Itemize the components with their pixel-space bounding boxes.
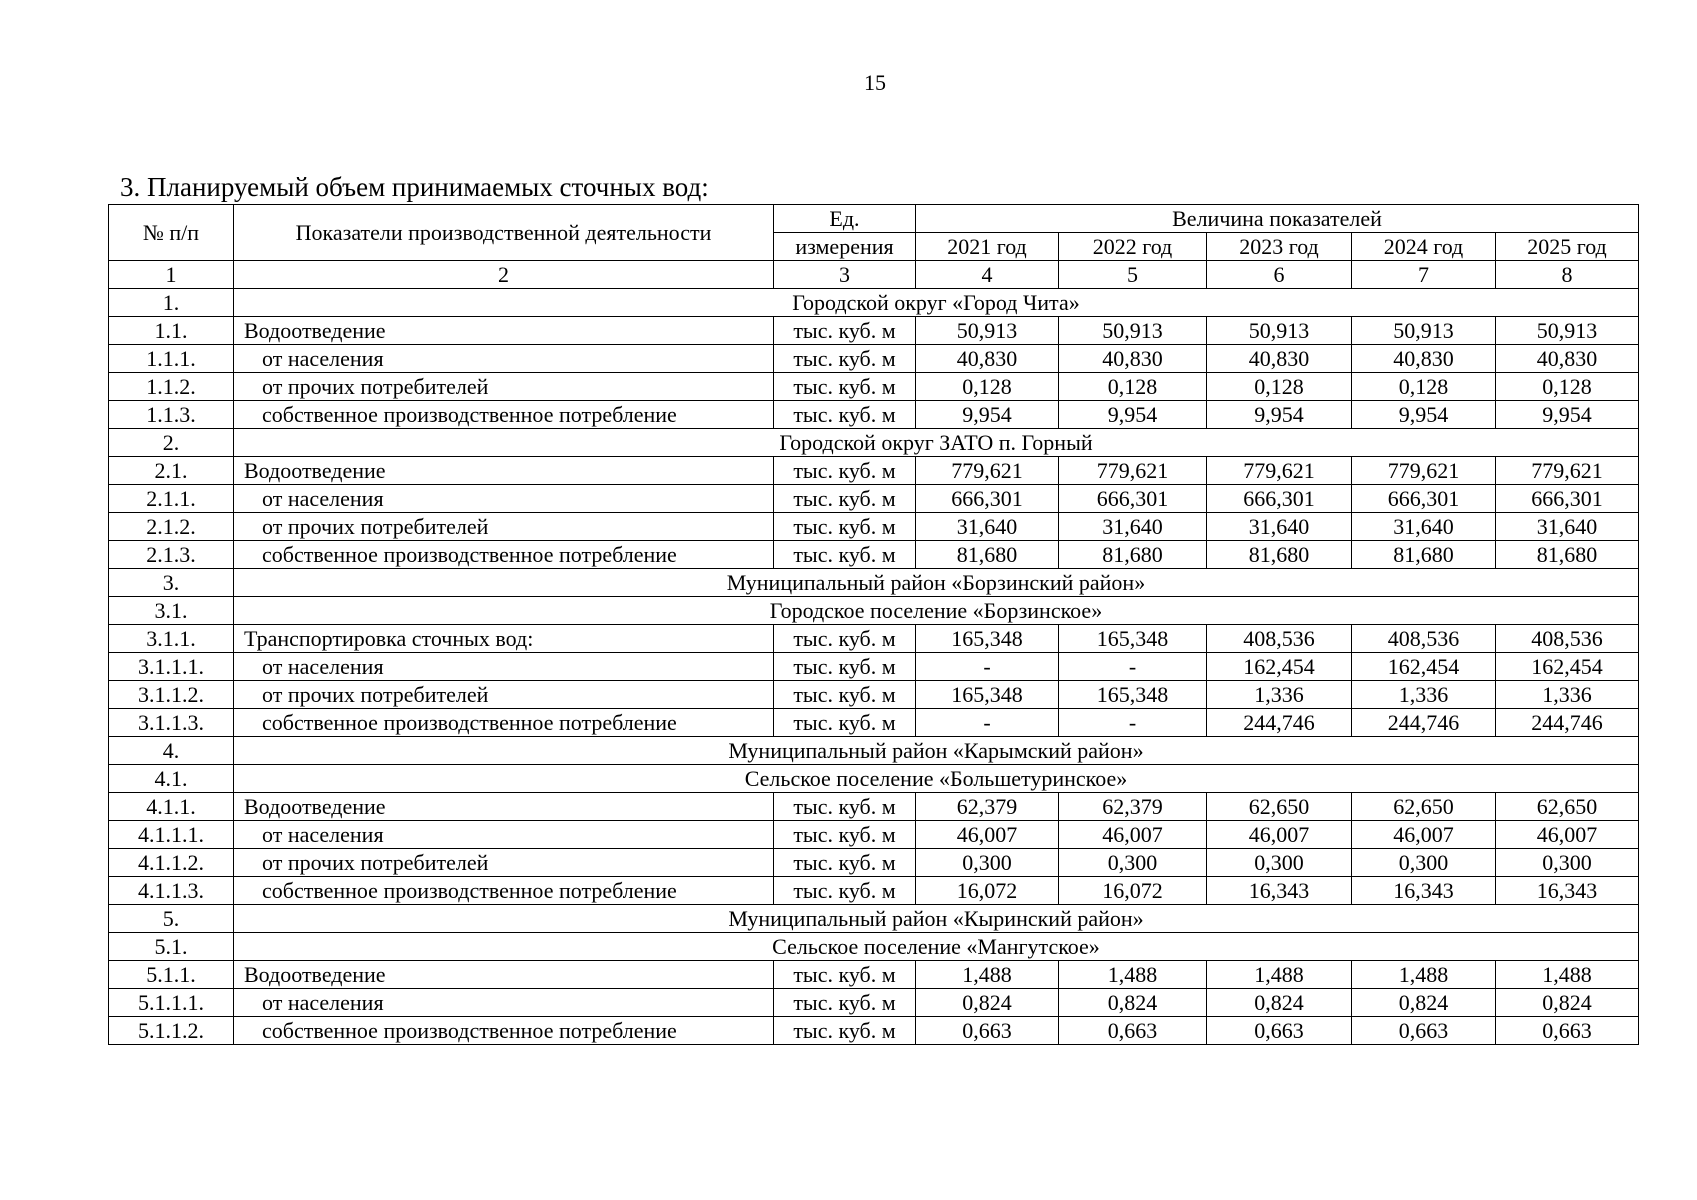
value-cell: 0,128 [1352, 373, 1496, 401]
header-indicator: Показатели производственной деятельности [234, 205, 774, 261]
section-row [109, 933, 1639, 961]
value-cell: 40,830 [916, 345, 1059, 373]
value-cell: 165,348 [1059, 681, 1207, 709]
indicator-label: собственное производственное потребление [234, 709, 774, 737]
section-title: 3. Планируемый объем принимаемых сточных вод: [120, 172, 709, 202]
indicator-label: Водоотведение [234, 317, 774, 345]
header-unit-line1: Ед. [774, 205, 916, 233]
table-row [109, 653, 1639, 681]
value-cell: 40,830 [1496, 345, 1639, 373]
row-number: 3.1. [109, 597, 234, 625]
value-cell: 1,488 [1207, 961, 1352, 989]
section-title-cell: Городское поселение «Борзинское» [234, 597, 1639, 625]
value-cell: 666,301 [1352, 485, 1496, 513]
value-cell: 50,913 [1352, 317, 1496, 345]
value-cell: 46,007 [1352, 821, 1496, 849]
value-cell: 165,348 [1059, 625, 1207, 653]
section-title-cell: Городской округ ЗАТО п. Горный [234, 429, 1639, 457]
index-cell: 8 [1496, 261, 1639, 289]
value-cell: 1,336 [1207, 681, 1352, 709]
value-cell: 0,300 [1059, 849, 1207, 877]
value-cell: 165,348 [916, 625, 1059, 653]
value-cell: 81,680 [1207, 541, 1352, 569]
section-row [109, 597, 1639, 625]
header-unit-line2: измерения [774, 233, 916, 261]
value-cell: 50,913 [916, 317, 1059, 345]
unit-cell: тыс. куб. м [774, 793, 916, 821]
value-cell: 9,954 [1059, 401, 1207, 429]
unit-cell: тыс. куб. м [774, 317, 916, 345]
value-cell: - [916, 653, 1059, 681]
table-row [109, 709, 1639, 737]
indicator-label: от прочих потребителей [234, 373, 774, 401]
indicator-label: от прочих потребителей [234, 681, 774, 709]
value-cell: 0,663 [1059, 1017, 1207, 1045]
value-cell: 50,913 [1059, 317, 1207, 345]
value-cell: 779,621 [1207, 457, 1352, 485]
row-number: 2. [109, 429, 234, 457]
indicator-label: от населения [234, 345, 774, 373]
value-cell: 0,128 [1496, 373, 1639, 401]
row-number: 4.1.1.2. [109, 849, 234, 877]
value-cell: 31,640 [1207, 513, 1352, 541]
row-number: 1.1. [109, 317, 234, 345]
value-cell: 1,488 [1352, 961, 1496, 989]
row-number: 4.1.1.3. [109, 877, 234, 905]
index-cell: 6 [1207, 261, 1352, 289]
header-index-row [109, 261, 1639, 289]
value-cell: 666,301 [1496, 485, 1639, 513]
row-number: 5. [109, 905, 234, 933]
row-number: 3.1.1.3. [109, 709, 234, 737]
header-row-1 [109, 205, 1639, 233]
value-cell: 1,488 [916, 961, 1059, 989]
table-row [109, 989, 1639, 1017]
unit-cell: тыс. куб. м [774, 541, 916, 569]
header-year-2025: 2025 год [1496, 233, 1639, 261]
value-cell: 31,640 [1059, 513, 1207, 541]
row-number: 5.1.1. [109, 961, 234, 989]
row-number: 4.1.1. [109, 793, 234, 821]
value-cell: 408,536 [1352, 625, 1496, 653]
value-cell: 81,680 [1059, 541, 1207, 569]
row-number: 2.1.2. [109, 513, 234, 541]
indicator-label: от населения [234, 485, 774, 513]
indicator-label: от прочих потребителей [234, 513, 774, 541]
value-cell: 9,954 [1496, 401, 1639, 429]
value-cell: 0,663 [1496, 1017, 1639, 1045]
index-cell: 4 [916, 261, 1059, 289]
header-values-group: Величина показателей [916, 205, 1639, 233]
section-row [109, 289, 1639, 317]
unit-cell: тыс. куб. м [774, 373, 916, 401]
row-number: 1.1.3. [109, 401, 234, 429]
indicator-label: собственное производственное потребление [234, 541, 774, 569]
row-number: 1.1.1. [109, 345, 234, 373]
row-number: 3.1.1. [109, 625, 234, 653]
table-row [109, 821, 1639, 849]
value-cell: 40,830 [1207, 345, 1352, 373]
table-row [109, 1017, 1639, 1045]
value-cell: 16,072 [1059, 877, 1207, 905]
table-row [109, 373, 1639, 401]
value-cell: 16,343 [1496, 877, 1639, 905]
table-row [109, 625, 1639, 653]
unit-cell: тыс. куб. м [774, 457, 916, 485]
value-cell: 62,379 [1059, 793, 1207, 821]
value-cell: 46,007 [1496, 821, 1639, 849]
header-year-2024: 2024 год [1352, 233, 1496, 261]
unit-cell: тыс. куб. м [774, 961, 916, 989]
value-cell: 40,830 [1059, 345, 1207, 373]
index-cell: 3 [774, 261, 916, 289]
value-cell: 0,300 [1352, 849, 1496, 877]
unit-cell: тыс. куб. м [774, 1017, 916, 1045]
section-row [109, 737, 1639, 765]
table-row [109, 317, 1639, 345]
unit-cell: тыс. куб. м [774, 821, 916, 849]
table-row [109, 849, 1639, 877]
table-row [109, 541, 1639, 569]
value-cell: 779,621 [916, 457, 1059, 485]
table-body [109, 289, 1639, 1045]
row-number: 3.1.1.2. [109, 681, 234, 709]
row-number: 3.1.1.1. [109, 653, 234, 681]
header-year-2022: 2022 год [1059, 233, 1207, 261]
section-row [109, 765, 1639, 793]
value-cell: 31,640 [1352, 513, 1496, 541]
row-number: 4.1. [109, 765, 234, 793]
value-cell: 50,913 [1496, 317, 1639, 345]
value-cell: 31,640 [1496, 513, 1639, 541]
section-row [109, 429, 1639, 457]
row-number: 1. [109, 289, 234, 317]
value-cell: 16,343 [1352, 877, 1496, 905]
value-cell: 0,128 [1059, 373, 1207, 401]
value-cell: 666,301 [1207, 485, 1352, 513]
indicator-label: собственное производственное потребление [234, 1017, 774, 1045]
value-cell: 0,824 [1352, 989, 1496, 1017]
section-row [109, 569, 1639, 597]
section-title-cell: Муниципальный район «Борзинский район» [234, 569, 1639, 597]
unit-cell: тыс. куб. м [774, 849, 916, 877]
value-cell: 9,954 [916, 401, 1059, 429]
value-cell: 0,300 [1496, 849, 1639, 877]
table-row [109, 681, 1639, 709]
value-cell: 0,300 [1207, 849, 1352, 877]
index-cell: 1 [109, 261, 234, 289]
unit-cell: тыс. куб. м [774, 989, 916, 1017]
value-cell: 1,336 [1352, 681, 1496, 709]
value-cell: 779,621 [1352, 457, 1496, 485]
value-cell: 81,680 [916, 541, 1059, 569]
table-row [109, 793, 1639, 821]
value-cell: 50,913 [1207, 317, 1352, 345]
header-year-2023: 2023 год [1207, 233, 1352, 261]
value-cell: 46,007 [916, 821, 1059, 849]
value-cell: 0,824 [1059, 989, 1207, 1017]
value-cell: 46,007 [1059, 821, 1207, 849]
table-row [109, 961, 1639, 989]
section-title-cell: Сельское поселение «Большетуринское» [234, 765, 1639, 793]
index-cell: 7 [1352, 261, 1496, 289]
value-cell: 779,621 [1496, 457, 1639, 485]
value-cell: 0,824 [1207, 989, 1352, 1017]
value-cell: - [916, 709, 1059, 737]
value-cell: - [1059, 653, 1207, 681]
value-cell: 666,301 [916, 485, 1059, 513]
value-cell: 408,536 [1496, 625, 1639, 653]
value-cell: 408,536 [1207, 625, 1352, 653]
row-number: 1.1.2. [109, 373, 234, 401]
value-cell: 244,746 [1352, 709, 1496, 737]
indicator-label: от населения [234, 821, 774, 849]
row-number: 4. [109, 737, 234, 765]
header-num: № п/п [109, 205, 234, 261]
unit-cell: тыс. куб. м [774, 877, 916, 905]
indicator-label: от прочих потребителей [234, 849, 774, 877]
wastewater-table [108, 204, 1639, 1045]
row-number: 3. [109, 569, 234, 597]
section-row [109, 905, 1639, 933]
section-title-cell: Сельское поселение «Мангутское» [234, 933, 1639, 961]
page-number: 15 [864, 70, 886, 95]
value-cell: 62,650 [1352, 793, 1496, 821]
header-year-2021: 2021 год [916, 233, 1059, 261]
row-number: 5.1. [109, 933, 234, 961]
value-cell: 162,454 [1496, 653, 1639, 681]
value-cell: 0,128 [1207, 373, 1352, 401]
value-cell: 666,301 [1059, 485, 1207, 513]
value-cell: 9,954 [1207, 401, 1352, 429]
value-cell: 162,454 [1207, 653, 1352, 681]
unit-cell: тыс. куб. м [774, 625, 916, 653]
value-cell: 0,663 [1207, 1017, 1352, 1045]
index-cell: 5 [1059, 261, 1207, 289]
unit-cell: тыс. куб. м [774, 709, 916, 737]
table-row [109, 513, 1639, 541]
table-row [109, 401, 1639, 429]
value-cell: 0,824 [916, 989, 1059, 1017]
value-cell: 165,348 [916, 681, 1059, 709]
value-cell: 81,680 [1496, 541, 1639, 569]
row-number: 5.1.1.2. [109, 1017, 234, 1045]
table-row [109, 485, 1639, 513]
value-cell: 0,663 [1352, 1017, 1496, 1045]
unit-cell: тыс. куб. м [774, 345, 916, 373]
value-cell: 62,650 [1207, 793, 1352, 821]
value-cell: 244,746 [1496, 709, 1639, 737]
value-cell: 0,824 [1496, 989, 1639, 1017]
indicator-label: от населения [234, 989, 774, 1017]
table-row [109, 457, 1639, 485]
table-row [109, 345, 1639, 373]
indicator-label: Водоотведение [234, 961, 774, 989]
indicator-label: Транспортировка сточных вод: [234, 625, 774, 653]
value-cell: 1,336 [1496, 681, 1639, 709]
indicator-label: Водоотведение [234, 457, 774, 485]
row-number: 2.1.3. [109, 541, 234, 569]
value-cell: - [1059, 709, 1207, 737]
value-cell: 0,128 [916, 373, 1059, 401]
row-number: 4.1.1.1. [109, 821, 234, 849]
indicator-label: Водоотведение [234, 793, 774, 821]
value-cell: 0,300 [916, 849, 1059, 877]
value-cell: 16,072 [916, 877, 1059, 905]
value-cell: 779,621 [1059, 457, 1207, 485]
value-cell: 31,640 [916, 513, 1059, 541]
value-cell: 162,454 [1352, 653, 1496, 681]
section-title-cell: Муниципальный район «Кыринский район» [234, 905, 1639, 933]
value-cell: 40,830 [1352, 345, 1496, 373]
row-number: 2.1.1. [109, 485, 234, 513]
value-cell: 81,680 [1352, 541, 1496, 569]
value-cell: 9,954 [1352, 401, 1496, 429]
value-cell: 0,663 [916, 1017, 1059, 1045]
indicator-label: собственное производственное потребление [234, 401, 774, 429]
value-cell: 244,746 [1207, 709, 1352, 737]
index-cell: 2 [234, 261, 774, 289]
value-cell: 16,343 [1207, 877, 1352, 905]
value-cell: 1,488 [1059, 961, 1207, 989]
value-cell: 62,650 [1496, 793, 1639, 821]
row-number: 5.1.1.1. [109, 989, 234, 1017]
value-cell: 46,007 [1207, 821, 1352, 849]
indicator-label: от населения [234, 653, 774, 681]
unit-cell: тыс. куб. м [774, 401, 916, 429]
value-cell: 62,379 [916, 793, 1059, 821]
section-title-cell: Муниципальный район «Карымский район» [234, 737, 1639, 765]
unit-cell: тыс. куб. м [774, 485, 916, 513]
table-row [109, 877, 1639, 905]
unit-cell: тыс. куб. м [774, 513, 916, 541]
row-number: 2.1. [109, 457, 234, 485]
indicator-label: собственное производственное потребление [234, 877, 774, 905]
section-title-cell: Городской округ «Город Чита» [234, 289, 1639, 317]
unit-cell: тыс. куб. м [774, 653, 916, 681]
unit-cell: тыс. куб. м [774, 681, 916, 709]
value-cell: 1,488 [1496, 961, 1639, 989]
